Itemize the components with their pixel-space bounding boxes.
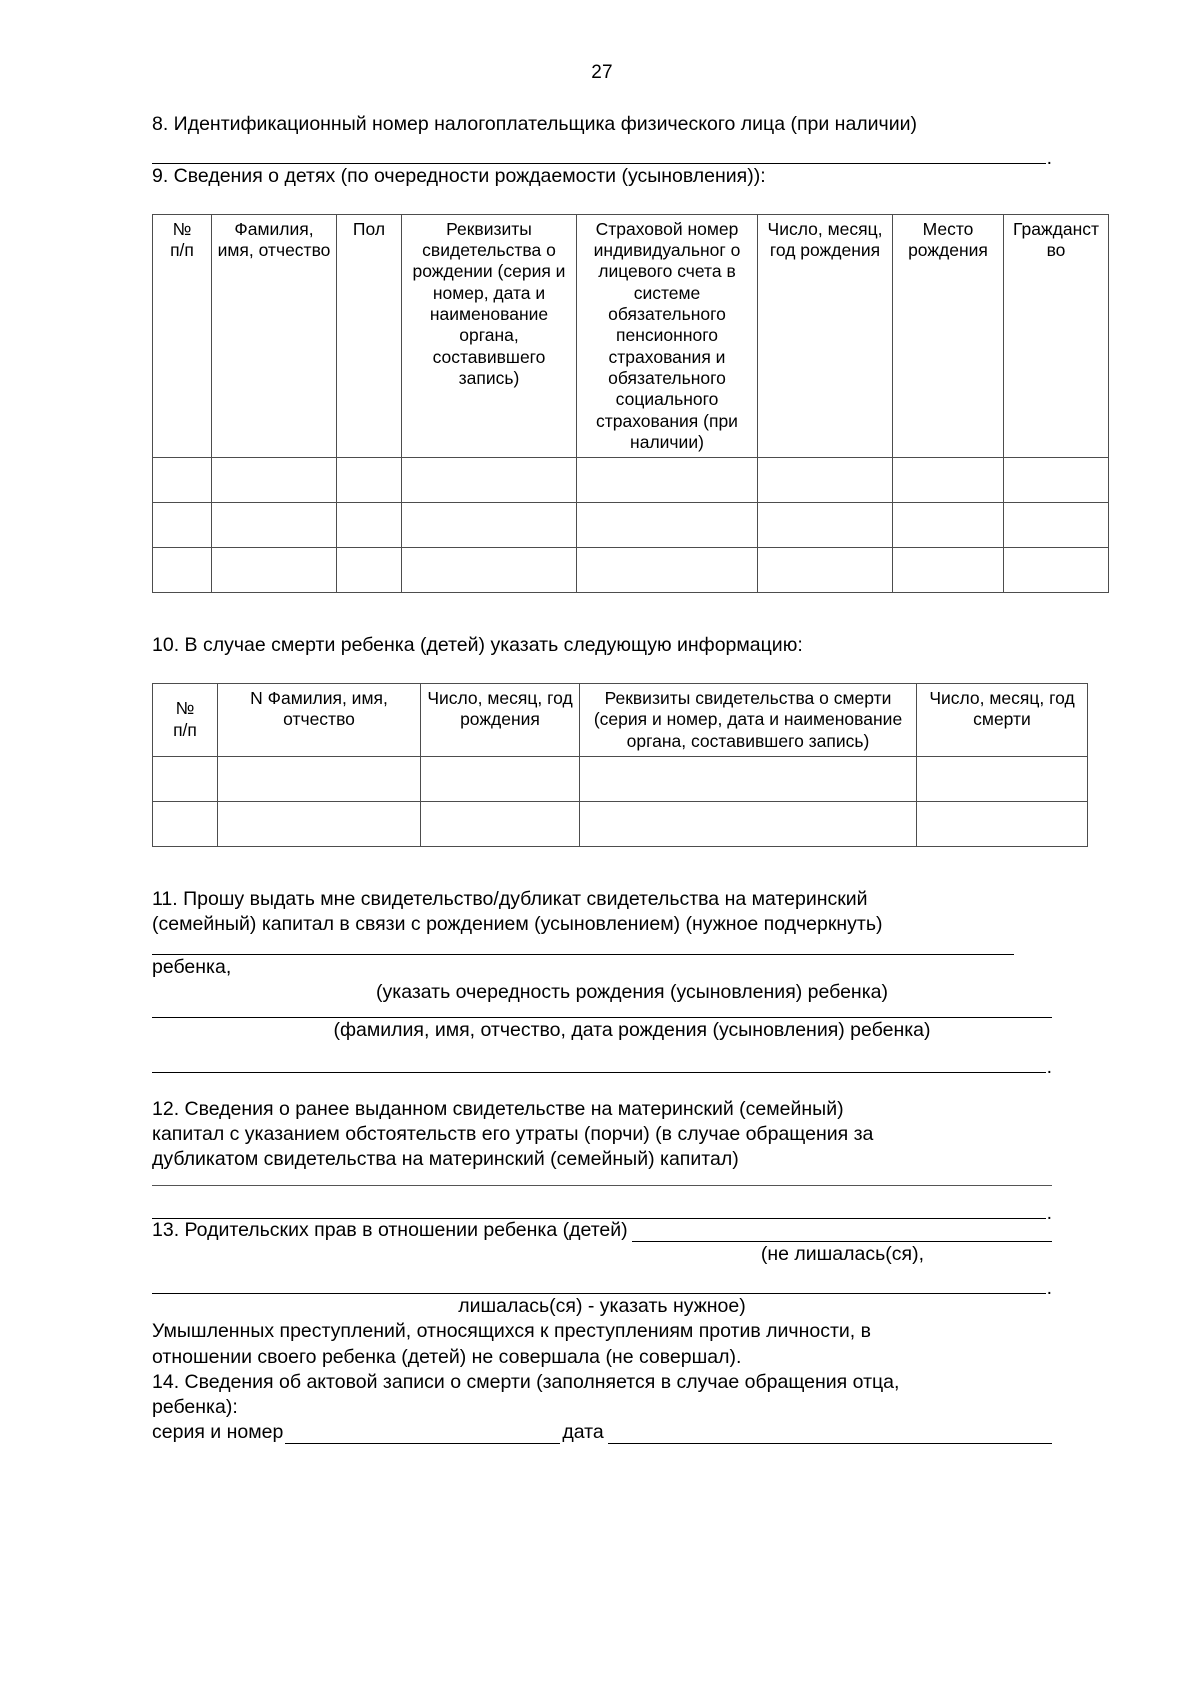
- cell-fullname[interactable]: [218, 801, 421, 846]
- cell-number[interactable]: [153, 503, 212, 548]
- section-14-line-1: 14. Сведения об актовой записи о смерти (заполняется в случае обращения отца,: [152, 1370, 900, 1393]
- col-header-birth-date: Число, месяц, год рождения: [421, 683, 580, 756]
- cell-death-date[interactable]: [917, 756, 1088, 801]
- cell-citizenship[interactable]: [1004, 548, 1109, 593]
- cell-death-certificate[interactable]: [580, 756, 917, 801]
- cell-citizenship[interactable]: [1004, 458, 1109, 503]
- section-13-blank-rule-2-row: [152, 1276, 1052, 1299]
- section-12-period: .: [1046, 1201, 1052, 1224]
- section-8-period: .: [1046, 147, 1052, 170]
- cell-citizenship[interactable]: [1004, 503, 1109, 548]
- col-header-number-line2: п/п: [170, 240, 194, 261]
- cell-gender[interactable]: [337, 458, 402, 503]
- cell-birth-place[interactable]: [893, 548, 1004, 593]
- section-13-body-line-1: Умышленных преступлений, относящихся к преступлениям против личности, в: [152, 1320, 871, 1343]
- section-12-line-3: дубликатом свидетельства на материнский (семейный) капитал): [152, 1148, 739, 1171]
- page-content: [152, 0, 1100, 1444]
- col-header-birth-date: Число, месяц, год рождения: [758, 214, 893, 458]
- col-header-fullname: Фамилия, имя, отчество: [212, 214, 337, 458]
- section-11-after-rule-text: ребенка,: [152, 955, 232, 978]
- children-table: [152, 214, 1109, 594]
- col-header-fullname: N Фамилия, имя, отчество: [218, 683, 421, 756]
- col-header-death-certificate: Реквизиты свидетельства о смерти (серия и номер, дата и наименование органа, составившего запись): [580, 683, 917, 756]
- col-header-gender: Пол: [337, 214, 402, 458]
- section-8-text: 8. Идентификационный номер налогоплательщика физического лица (при наличии): [152, 113, 917, 135]
- section-11-blank-rule-3[interactable]: [152, 1056, 1046, 1073]
- cell-birth-date[interactable]: [758, 548, 893, 593]
- cell-birth-place[interactable]: [893, 503, 1004, 548]
- cell-birth-place[interactable]: [893, 458, 1004, 503]
- section-13-blank-rule-1[interactable]: [632, 1223, 1052, 1242]
- cell-birth-certificate[interactable]: [402, 503, 577, 548]
- cell-number[interactable]: [153, 756, 218, 801]
- cell-birth-date[interactable]: [421, 801, 580, 846]
- section-13-blank-rule-2[interactable]: [152, 1277, 1046, 1294]
- cell-birth-certificate[interactable]: [402, 458, 577, 503]
- cell-birth-certificate[interactable]: [402, 548, 577, 593]
- col-header-number: [153, 683, 218, 756]
- col-header-snils: Страховой номер индивидуальног о лицевого счета в системе обязательного пенсионного страхования и обязательного социального страхования (при наличии): [577, 214, 758, 458]
- table-header-row: [153, 214, 1109, 458]
- cell-snils[interactable]: [577, 503, 758, 548]
- section-12-blank-rule-2-row: [152, 1201, 1052, 1224]
- cell-death-certificate[interactable]: [580, 801, 917, 846]
- section-9-text: 9. Сведения о детях (по очередности рождаемости (усыновления)):: [152, 165, 766, 188]
- col-header-number-line1: №: [175, 698, 195, 719]
- section-10-text: 10. В случае смерти ребенка (детей) указать следующую информацию:: [152, 634, 803, 657]
- cell-fullname[interactable]: [212, 548, 337, 593]
- cell-birth-date[interactable]: [758, 503, 893, 548]
- section-11-line-2: (семейный) капитал в связи с рождением (усыновлением) (нужное подчеркнуть): [152, 913, 883, 936]
- section-13-body-line-2: отношении своего ребенка (детей) не совершала (не совершал).: [152, 1345, 742, 1368]
- cell-fullname[interactable]: [218, 756, 421, 801]
- section-12-line-2: капитал с указанием обстоятельств его утраты (порчи) (в случае обращения за: [152, 1122, 874, 1145]
- table-row[interactable]: [153, 801, 1088, 846]
- section-8-blank-rule[interactable]: [152, 147, 1046, 164]
- section-11-line-1: 11. Прошу выдать мне свидетельство/дубликат свидетельства на материнский: [152, 887, 868, 910]
- cell-number[interactable]: [153, 458, 212, 503]
- section-11-caption-1: (указать очередность рождения (усыновления) ребенка): [375, 980, 888, 1003]
- col-header-number-line2: п/п: [173, 719, 197, 740]
- col-header-number-line1: №: [172, 218, 192, 239]
- section-12-line-1: 12. Сведения о ранее выданном свидетельстве на материнский (семейный): [152, 1097, 844, 1120]
- section-13-caption-right: (не лишалась(ся),: [760, 1242, 924, 1265]
- cell-number[interactable]: [153, 548, 212, 593]
- section-13-caption-center: лишалась(ся) - указать нужное): [458, 1294, 746, 1317]
- cell-death-date[interactable]: [917, 801, 1088, 846]
- col-header-birth-place: Место рождения: [893, 214, 1004, 458]
- section-12-blank-rule-2[interactable]: [152, 1202, 1046, 1219]
- section-8-fill-line: [152, 147, 1052, 170]
- table-row[interactable]: [153, 503, 1109, 548]
- section-13-row: [152, 1219, 1052, 1242]
- cell-snils[interactable]: [577, 548, 758, 593]
- cell-birth-date[interactable]: [421, 756, 580, 801]
- section-14-series-field[interactable]: [285, 1425, 560, 1444]
- table-row[interactable]: [153, 756, 1088, 801]
- cell-birth-date[interactable]: [758, 458, 893, 503]
- section-14-label-date: дата: [562, 1420, 604, 1443]
- cell-fullname[interactable]: [212, 503, 337, 548]
- section-13-period: .: [1046, 1276, 1052, 1299]
- section-11-caption-2: (фамилия, имя, отчество, дата рождения (усыновления) ребенка): [333, 1019, 931, 1042]
- col-header-number: [153, 214, 212, 458]
- section-11-blank-rule-3-row: [152, 1055, 1052, 1078]
- col-header-citizenship: Гражданст во: [1004, 214, 1109, 458]
- children-table-body: [153, 458, 1109, 593]
- section-11-period: .: [1046, 1055, 1052, 1078]
- section-14-line-2: ребенка):: [152, 1396, 238, 1419]
- cell-fullname[interactable]: [212, 458, 337, 503]
- col-header-death-date: Число, месяц, год смерти: [917, 683, 1088, 756]
- cell-snils[interactable]: [577, 458, 758, 503]
- table-row[interactable]: [153, 548, 1109, 593]
- col-header-birth-certificate: Реквизиты свидетельства о рождении (серия и номер, дата и наименование органа, составившего запись): [402, 214, 577, 458]
- section-14-label-series: серия и номер: [152, 1420, 284, 1443]
- cell-gender[interactable]: [337, 503, 402, 548]
- table-row[interactable]: [153, 458, 1109, 503]
- death-info-table-body: [153, 756, 1088, 846]
- cell-gender[interactable]: [337, 548, 402, 593]
- section-13-label: 13. Родительских прав в отношении ребенка (детей): [152, 1218, 628, 1241]
- section-14-date-field[interactable]: [608, 1425, 1052, 1444]
- cell-number[interactable]: [153, 801, 218, 846]
- page-number: 27: [591, 62, 613, 83]
- death-info-table: [152, 683, 1088, 847]
- table-header-row: [153, 683, 1088, 756]
- section-14-row: [152, 1421, 1052, 1444]
